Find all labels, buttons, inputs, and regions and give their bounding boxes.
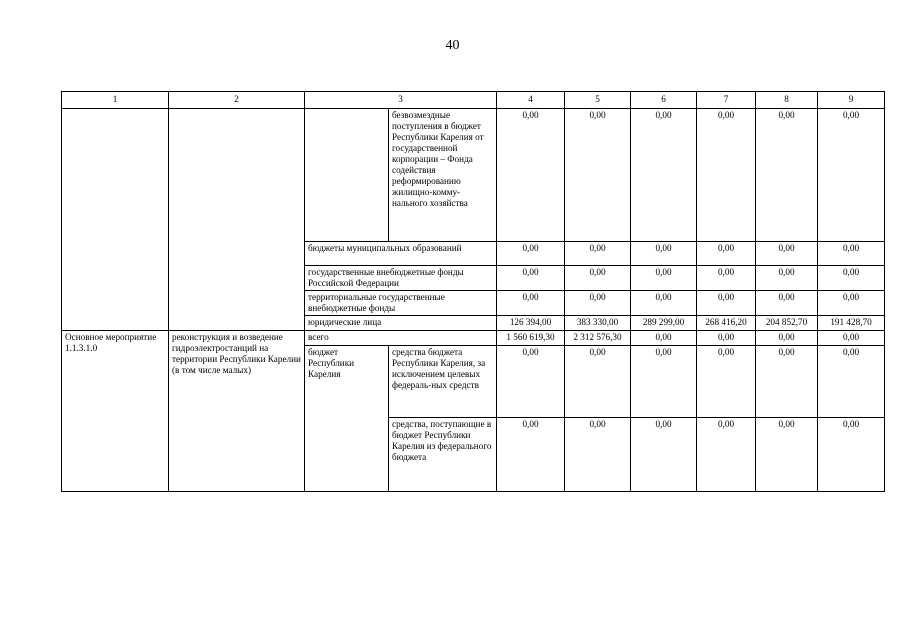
- value-cell: 2 312 576,30: [565, 331, 631, 346]
- column-header: 8: [756, 92, 818, 109]
- value-cell: 0,00: [818, 266, 885, 291]
- value-cell: 0,00: [565, 266, 631, 291]
- value-cell: 0,00: [756, 331, 818, 346]
- value-cell: 268 416,20: [697, 316, 756, 331]
- value-cell: 0,00: [697, 109, 756, 242]
- source-cell: средства, поступающие в бюджет Республики Карелия из федерального бюджета: [389, 418, 497, 492]
- value-cell: 0,00: [697, 242, 756, 266]
- value-cell: 0,00: [818, 418, 885, 492]
- value-cell: 0,00: [497, 418, 565, 492]
- value-cell: 0,00: [497, 109, 565, 242]
- value-cell: 0,00: [756, 346, 818, 418]
- value-cell: 0,00: [697, 291, 756, 316]
- budget-group-cell: бюджет Республики Карелия: [305, 346, 389, 492]
- name-cell: [169, 316, 305, 331]
- value-cell: 0,00: [697, 266, 756, 291]
- value-cell: 0,00: [631, 266, 697, 291]
- value-cell: 0,00: [631, 109, 697, 242]
- value-cell: 204 852,70: [756, 316, 818, 331]
- value-cell: 0,00: [631, 418, 697, 492]
- column-header: 5: [565, 92, 631, 109]
- value-cell: 0,00: [631, 242, 697, 266]
- value-cell: 0,00: [497, 242, 565, 266]
- value-cell: 0,00: [565, 346, 631, 418]
- source-cell: всего: [305, 331, 497, 346]
- source-cell: территориальные государственные внебюджетные фонды: [305, 291, 497, 316]
- value-cell: 0,00: [756, 109, 818, 242]
- value-cell: 0,00: [497, 346, 565, 418]
- column-header: 3: [305, 92, 497, 109]
- column-header: 1: [62, 92, 169, 109]
- source-cell: средства бюджета Республики Карелия, за исключением целевых федераль-ных средств: [389, 346, 497, 418]
- value-cell: 0,00: [697, 346, 756, 418]
- value-cell: 0,00: [756, 266, 818, 291]
- table-row: [62, 331, 885, 346]
- value-cell: 0,00: [497, 266, 565, 291]
- source-cell: безвозмездные поступления в бюджет Республики Карелия от государственной корпорации – Фонда содействия реформированию жилищно-комму-нального хозяйства: [389, 109, 497, 242]
- value-cell: 191 428,70: [818, 316, 885, 331]
- value-cell: 0,00: [818, 291, 885, 316]
- value-cell: 0,00: [565, 418, 631, 492]
- status-cell: Основное мероприятие 1.1.3.1.0: [62, 331, 169, 492]
- value-cell: 0,00: [565, 291, 631, 316]
- value-cell: 0,00: [631, 291, 697, 316]
- value-cell: 0,00: [631, 346, 697, 418]
- value-cell: 0,00: [756, 418, 818, 492]
- value-cell: 0,00: [818, 331, 885, 346]
- value-cell: 0,00: [756, 291, 818, 316]
- column-header: 2: [169, 92, 305, 109]
- source-cell: юридические лица: [305, 316, 497, 331]
- budget-group-cell: [305, 109, 389, 242]
- value-cell: 0,00: [818, 242, 885, 266]
- value-cell: 0,00: [565, 109, 631, 242]
- column-header: 6: [631, 92, 697, 109]
- table-row: [62, 316, 885, 331]
- value-cell: 383 330,00: [565, 316, 631, 331]
- value-cell: 126 394,00: [497, 316, 565, 331]
- name-cell: реконструкция и возведение гидроэлектростанций на территории Республики Карелии (в том числе малых): [169, 331, 305, 492]
- value-cell: 0,00: [631, 331, 697, 346]
- value-cell: 0,00: [497, 291, 565, 316]
- source-cell: государственные внебюджетные фонды Российской Федерации: [305, 266, 497, 291]
- value-cell: 289 299,00: [631, 316, 697, 331]
- value-cell: 0,00: [697, 418, 756, 492]
- name-cell: [169, 109, 305, 316]
- column-header: 4: [497, 92, 565, 109]
- value-cell: 0,00: [756, 242, 818, 266]
- column-header: 9: [818, 92, 885, 109]
- status-cell: [62, 109, 169, 331]
- value-cell: 0,00: [697, 331, 756, 346]
- column-number-row: [62, 92, 885, 109]
- value-cell: 0,00: [818, 346, 885, 418]
- value-cell: 0,00: [818, 109, 885, 242]
- budget-table: [61, 91, 885, 492]
- page-number: 40: [445, 38, 460, 53]
- value-cell: 1 560 619,30: [497, 331, 565, 346]
- column-header: 7: [697, 92, 756, 109]
- source-cell: бюджеты муниципальных образований: [305, 242, 497, 266]
- value-cell: 0,00: [565, 242, 631, 266]
- table-row: [62, 109, 885, 242]
